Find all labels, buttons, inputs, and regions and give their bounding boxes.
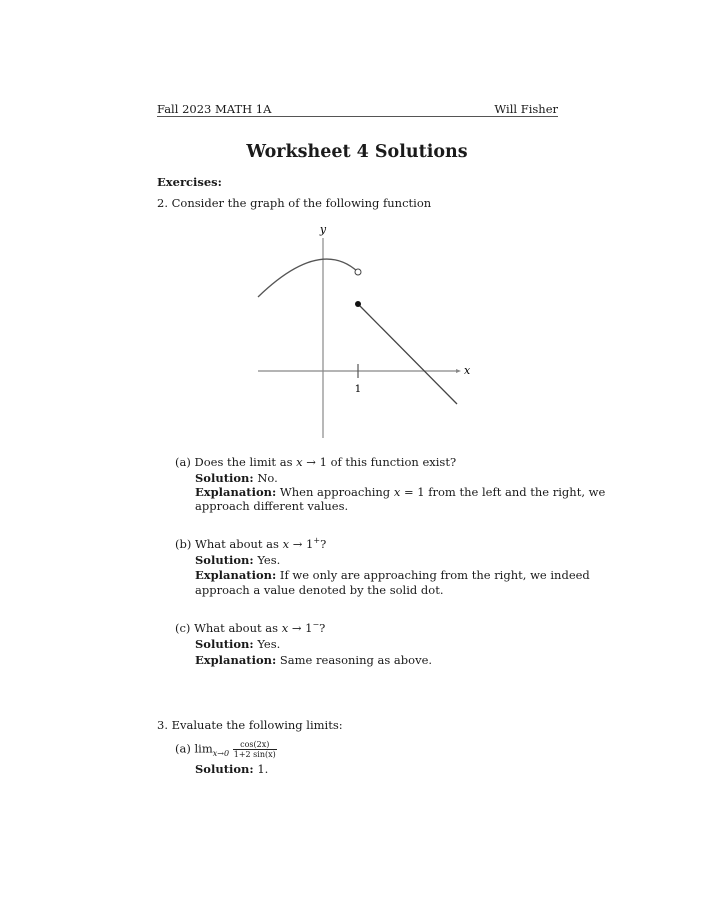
exercises-heading: Exercises: bbox=[157, 175, 222, 189]
q3a-solution: Solution: 1. bbox=[195, 762, 269, 776]
q2a-explanation-line2: approach different values. bbox=[195, 499, 349, 513]
closed-dot bbox=[355, 301, 361, 307]
x-axis-label: x bbox=[464, 364, 470, 377]
y-axis-label: y bbox=[319, 223, 327, 236]
q2a-solution: Solution: No. bbox=[195, 471, 278, 485]
q2a-explanation: Explanation: When approaching x = 1 from the left and the right, we bbox=[195, 485, 606, 499]
function-graph bbox=[250, 222, 470, 442]
header-course: Fall 2023 MATH 1A bbox=[157, 102, 272, 116]
open-dot bbox=[355, 269, 361, 275]
q2c-explanation: Explanation: Same reasoning as above. bbox=[195, 653, 433, 667]
right-line bbox=[358, 304, 457, 404]
q3-prompt: 3. Evaluate the following limits: bbox=[157, 718, 343, 732]
header-rule bbox=[157, 116, 558, 117]
x-axis-arrowhead bbox=[456, 369, 461, 373]
q2b-explanation-line2: approach a value denoted by the solid dot. bbox=[195, 583, 444, 597]
q2c-solution: Solution: Yes. bbox=[195, 637, 281, 651]
q2c-question: (c) What about as x → 1−? bbox=[175, 620, 326, 635]
x-tick-label: 1 bbox=[354, 383, 362, 395]
q3a-expression: (a) $\lim_{x\to 0}$ $\frac{\cos(2x)}{1+2 \sin(x)}$ bbox=[175, 740, 276, 759]
q2b-explanation: Explanation: If we only are approaching from the right, we indeed bbox=[195, 568, 590, 582]
left-curve bbox=[258, 259, 358, 297]
q2b-solution: Solution: Yes. bbox=[195, 553, 281, 567]
q2a-question: (a) Does the limit as x → 1 of this function exist? bbox=[175, 455, 457, 469]
q2b-question: (b) What about as x → 1+? bbox=[175, 536, 327, 551]
page-title: Worksheet 4 Solutions bbox=[246, 142, 468, 162]
q3a-fraction: $\frac{\cos(2x)}{1+2 \sin(x)}$ bbox=[233, 740, 276, 759]
header-author: Will Fisher bbox=[494, 102, 558, 116]
q2-prompt: 2. Consider the graph of the following function bbox=[157, 196, 432, 210]
